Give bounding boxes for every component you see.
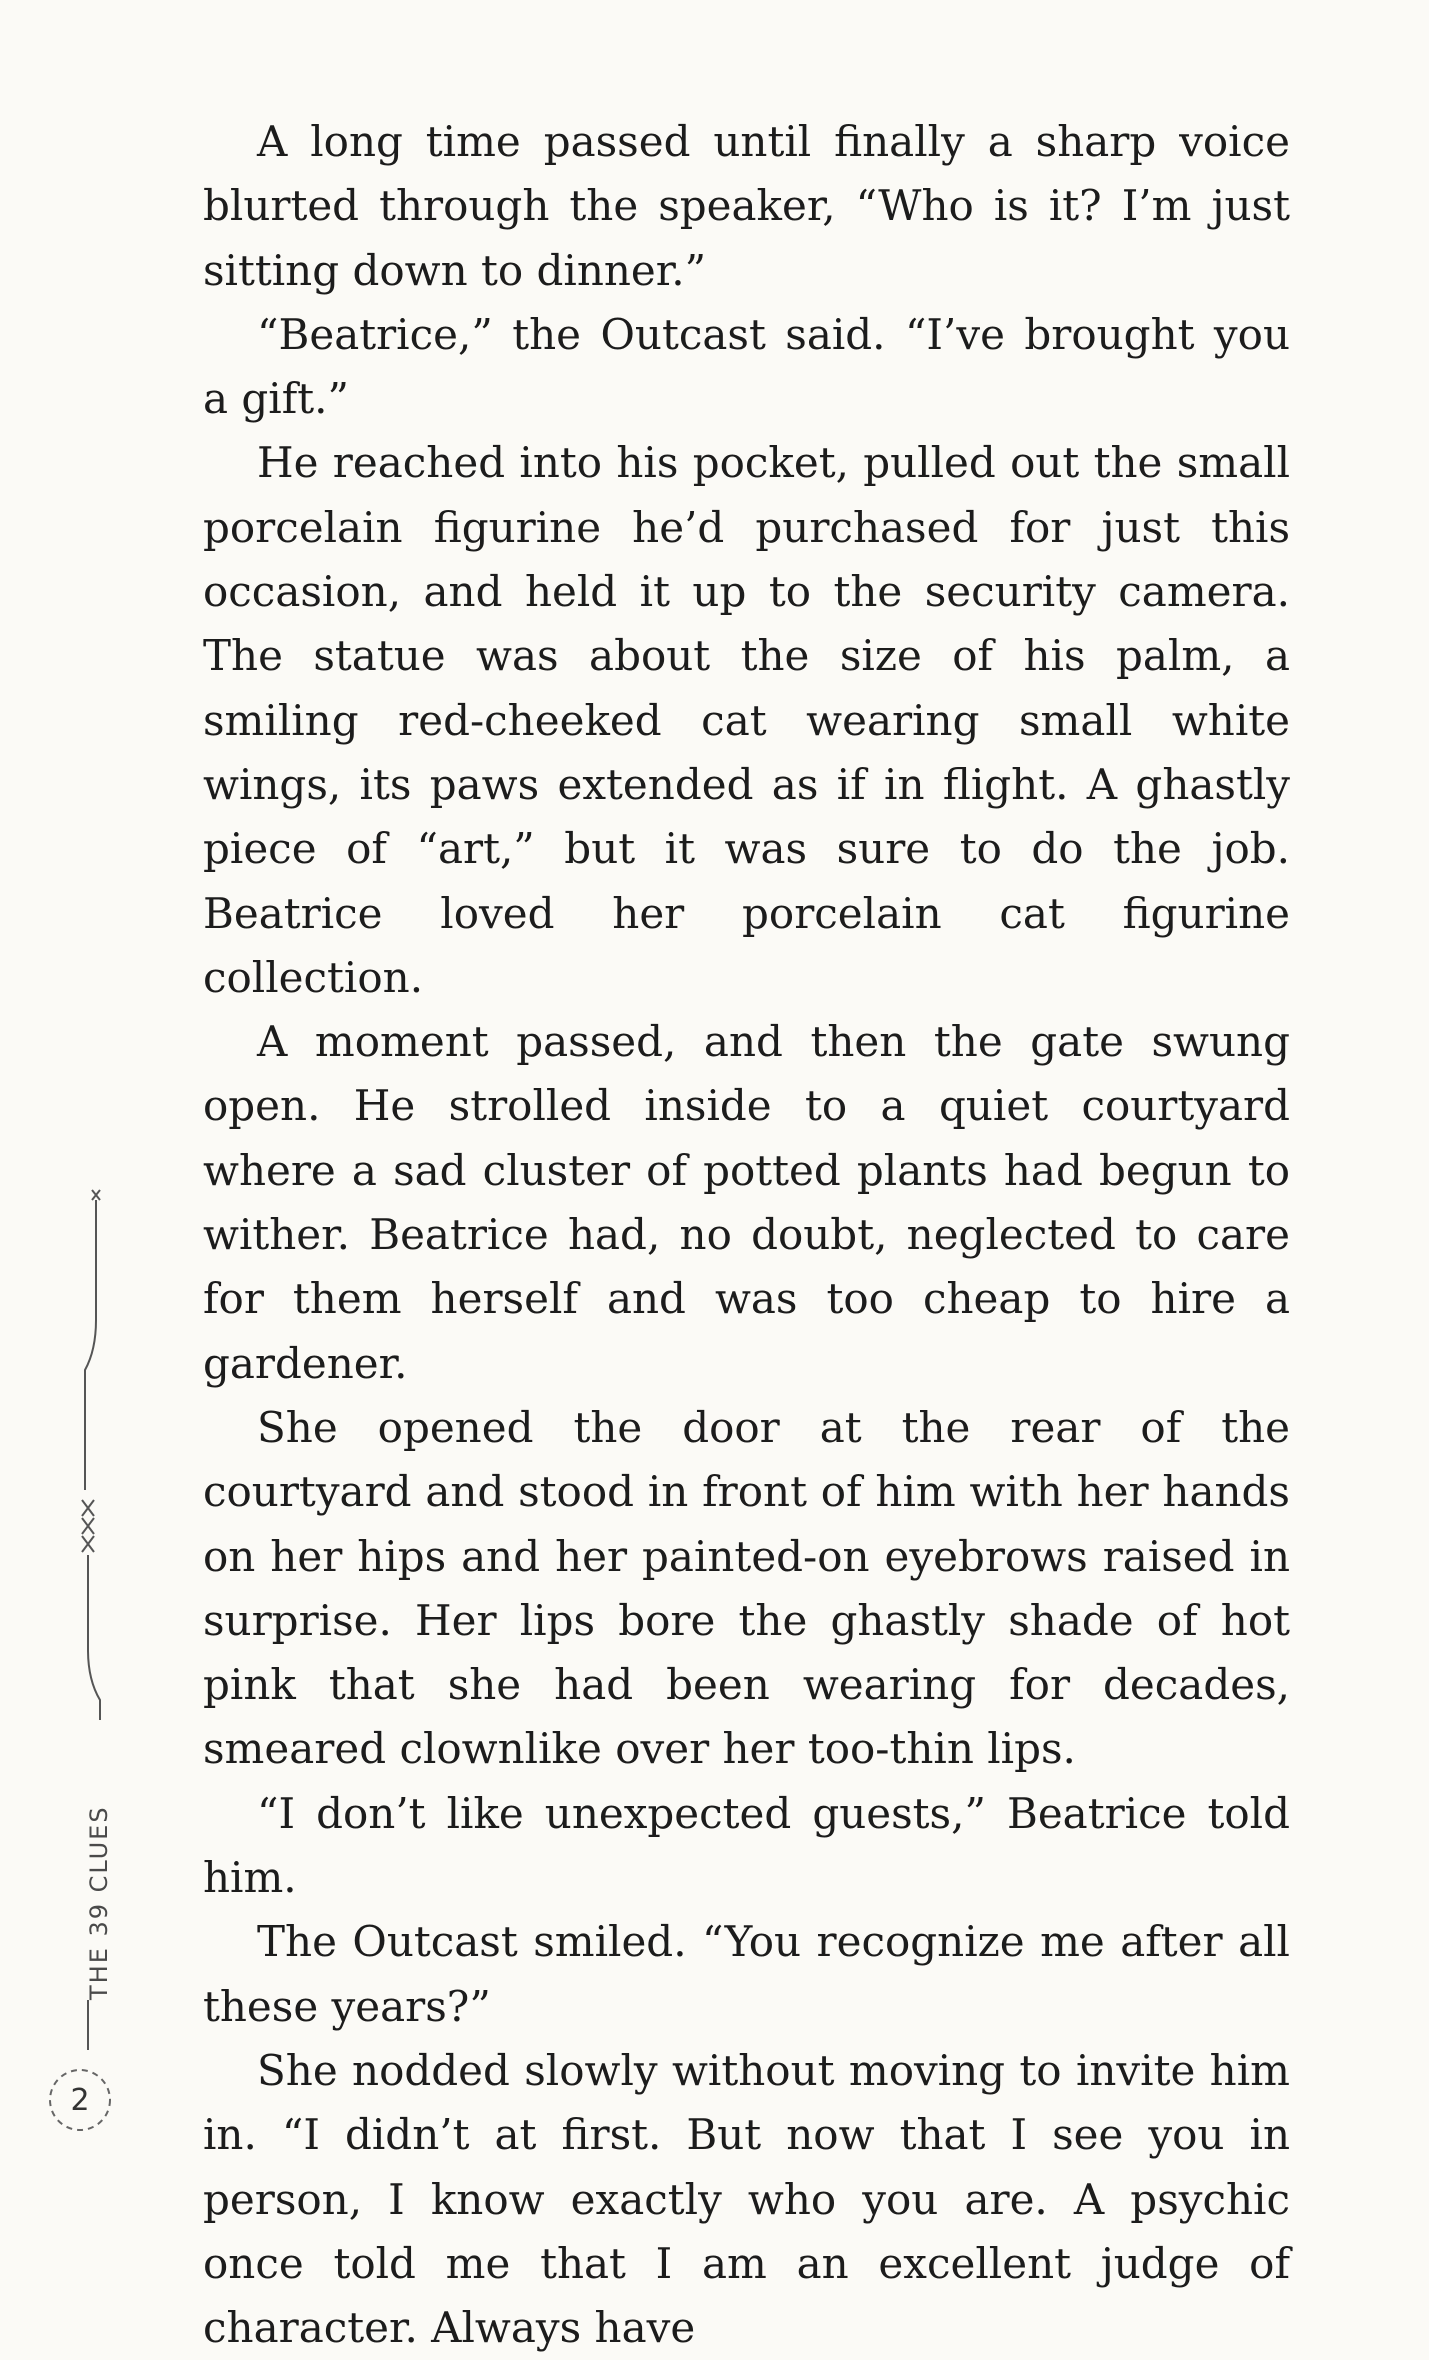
paragraph: She nodded slowly without moving to invite him in. “I didn’t at first. But now that I see you in person, I know exactly who you are. A psychic once told me that I am an excellent judge of character. Always have (203, 2045, 1290, 2353)
page-number: 2 (70, 2082, 90, 2118)
paragraph: “I don’t like unexpected guests,” Beatrice told him. (203, 1788, 1290, 1903)
body-text (203, 110, 1290, 2360)
paragraph: A long time passed until finally a sharp voice blurted through the speaker, “Who is it? I’m just sitting down to dinner.” (203, 117, 1290, 295)
series-title: THE 39 CLUES (85, 1805, 113, 2000)
paragraph: The Outcast smiled. “You recognize me after all these years?” (203, 1917, 1290, 2031)
paragraph: A moment passed, and then the gate swung open. He strolled inside to a quiet courtyard where a sad cluster of potted plants had begun to wither. Beatrice had, no doubt, neglected to care for them herself and was too cheap to hire a gardener. (203, 1017, 1290, 1388)
paragraph: He reached into his pocket, pulled out the small porcelain figurine he’d purchased for just this occasion, and held it up to the security camera. The statue was about the size of his palm, a smiling red-cheeked cat wearing small white wings, its paws extended as if in flight. A ghastly piece of “art,” but it was sure to do the job. Beatrice loved her porcelain cat figurine collection. (203, 438, 1290, 1002)
page-number-badge (40, 2060, 120, 2140)
paragraph: She opened the door at the rear of the courtyard and stood in front of him with her hands on her hips and her painted-on eyebrows raised in surprise. Her lips bore the ghastly shade of hot pink that she had been wearing for decades, smeared clownlike over her too-thin lips. (203, 1402, 1290, 1774)
paragraph: “Beatrice,” the Outcast said. “I’ve brought you a gift.” (203, 309, 1290, 424)
